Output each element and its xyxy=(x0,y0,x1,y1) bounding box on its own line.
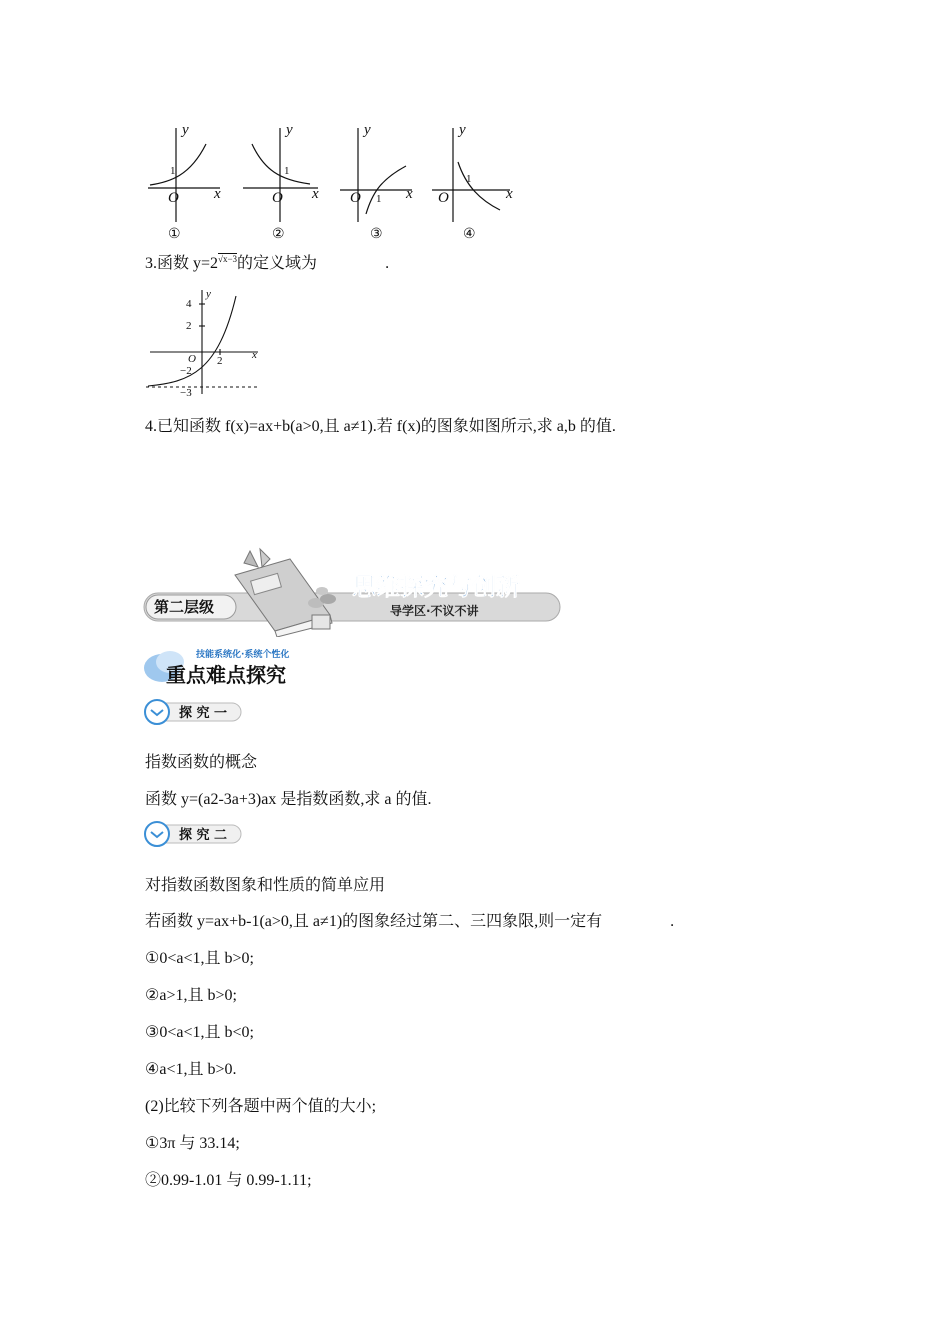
option-2: ②a>1,且 b>0; xyxy=(145,987,237,1004)
graph-label-2: ② xyxy=(272,227,285,242)
explore-2-tag xyxy=(143,820,243,848)
level-banner xyxy=(140,545,565,637)
axis-x-label: x xyxy=(312,186,319,202)
tick-2: 2 xyxy=(186,320,192,332)
chevron-down-icon xyxy=(145,822,169,846)
axis-y-label: y xyxy=(206,288,211,300)
comparison-1: ①3π 与 33.14; xyxy=(145,1135,240,1152)
problem-4-graph xyxy=(140,286,265,398)
tick-x2: 2 xyxy=(217,355,223,367)
graph-label-4: ④ xyxy=(463,227,476,242)
axis-y-label: y xyxy=(364,122,371,138)
origin-label: O xyxy=(272,190,283,206)
axis-y-label: y xyxy=(286,122,293,138)
explore-2-heading: 对指数函数图象和性质的简单应用 xyxy=(145,877,386,894)
banner-level: 第二层级 xyxy=(154,598,215,616)
axis-x-label: x xyxy=(214,186,221,202)
axis-x-label: x xyxy=(506,186,513,202)
tick-neg3: −3 xyxy=(180,387,192,398)
problem-4: 4.已知函数 f(x)=ax+b(a>0,且 a≠1).若 f(x)的图象如图所示,求 a,b 的值. xyxy=(145,418,616,435)
origin-label: O xyxy=(438,190,449,206)
axis-x-label: x xyxy=(406,186,413,202)
origin-label: O xyxy=(168,190,179,206)
section-header xyxy=(140,642,320,690)
section-small-caption: 技能系统化·系统个性化 xyxy=(196,650,290,660)
problem-3-suffix: 的定义域为 xyxy=(237,255,318,272)
axis-x-label: x xyxy=(252,349,257,361)
explore-2-question-end: . xyxy=(670,913,675,930)
graph-label-1: ① xyxy=(168,227,181,242)
banner-title: 思维探究与创新 xyxy=(352,573,520,601)
function-graphs-row xyxy=(140,122,520,242)
tick-neg2: −2 xyxy=(180,365,192,377)
graph-label-3: ③ xyxy=(370,227,383,242)
explore-1-label: 探 究 一 xyxy=(179,706,228,721)
origin-label: O xyxy=(188,353,196,365)
tick-one: 1 xyxy=(170,165,176,177)
option-4: ④a<1,且 b>0. xyxy=(145,1061,237,1078)
tick-one: 1 xyxy=(284,165,290,177)
tick-one: 1 xyxy=(376,193,382,205)
axis-y-label: y xyxy=(182,122,189,138)
axis-y-label: y xyxy=(459,122,466,138)
explore-2-question-text: 若函数 y=ax+b-1(a>0,且 a≠1)的图象经过第二、三四象限,则一定有 xyxy=(145,913,603,930)
problem-3 xyxy=(145,250,389,273)
chevron-down-icon xyxy=(145,700,169,724)
origin-label: O xyxy=(350,190,361,206)
problem-3-prefix: 3.函数 y=2 xyxy=(145,255,219,272)
explore-1-heading: 指数函数的概念 xyxy=(145,754,258,771)
option-3: ③0<a<1,且 b<0; xyxy=(145,1024,254,1041)
problem-3-end: . xyxy=(385,255,390,272)
butterfly-icon xyxy=(244,549,270,567)
section-title: 重点难点探究 xyxy=(166,663,286,687)
comparison-2: ②0.99-1.01 与 0.99-1.11; xyxy=(145,1172,312,1189)
explore-1-question: 函数 y=(a2-3a+3)ax 是指数函数,求 a 的值. xyxy=(145,791,432,808)
explore-2-label: 探 究 二 xyxy=(179,828,228,843)
explore-1-tag xyxy=(143,698,243,726)
part-2-heading: (2)比较下列各题中两个值的大小; xyxy=(145,1098,377,1115)
explore-2-question xyxy=(145,908,674,931)
tick-4: 4 xyxy=(186,298,192,310)
tick-one: 1 xyxy=(466,173,472,185)
option-1: ①0<a<1,且 b>0; xyxy=(145,950,254,967)
problem-3-exponent: √x−3 xyxy=(218,253,238,264)
banner-subtitle: 导学区·不议不讲 xyxy=(390,604,479,618)
